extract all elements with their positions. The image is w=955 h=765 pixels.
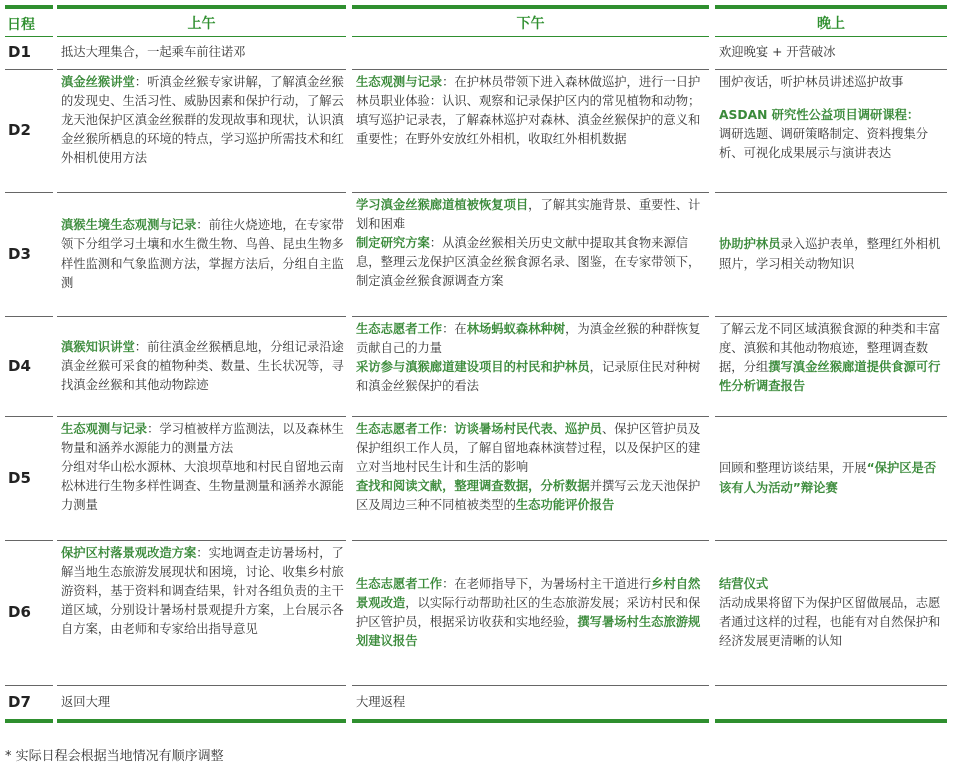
d2-morning-heading: 滇金丝猴讲堂 (61, 75, 135, 89)
d6-morning (57, 541, 346, 686)
d5-afternoon-heading2: 查找和阅读文献，整理调查数据，分析数据 (356, 479, 590, 494)
d4-afternoon-heading1b: 林场蚂蚁森林种树 (466, 322, 566, 336)
day-row-d1 (5, 37, 947, 70)
d3-afternoon-text2: ：从滇金丝猴相关历史文献中提取其食物来源信息，整理云龙保护区滇金丝猴食源名录、图鉴，在专家带领下，制定滇金丝猴食源调查方案 (356, 236, 701, 289)
d4-morning (57, 317, 346, 417)
d2-afternoon-heading: 生态观测与记录 (356, 75, 443, 89)
d4-afternoon-text1b: ，为滇金丝猴的种群恢复贡献自己的力量 (356, 322, 701, 356)
d3-morning-heading: 滇猴生境生态观测与记录 (61, 218, 197, 233)
d5-morning-text1: ：学习植被样方监测法，以及森林生物量和涵养水源能力的测量方法 (61, 422, 344, 456)
d5-afternoon-heading1: 生态志愿者工作：访谈暑场村民代表、巡护员 (356, 422, 602, 436)
day-label: D1 (5, 37, 53, 70)
d5-evening-heading: “保护区是否该有人为活动”辩论赛 (719, 461, 937, 495)
d4-afternoon-text1a: ：在 (442, 322, 467, 336)
footnote: * 实际日程会根据当地情况有顺序调整 (5, 749, 224, 764)
d5-morning-heading: 生态观测与记录 (61, 422, 148, 436)
d4-afternoon-heading2: 采访参与滇猴廊道建设项目的村民和护林员 (356, 360, 590, 375)
d6-afternoon-heading3: 撰写暑场村生态旅游规划建议报告 (356, 615, 701, 649)
d7-morning-text: 返回大理 (61, 694, 111, 709)
d4-evening-heading: 撰写滇金丝猴廊道提供食源可行性分析调查报告 (719, 360, 941, 394)
day-row-d5 (5, 417, 947, 541)
day-row-d3 (5, 193, 947, 317)
d7-afternoon-text: 大理返程 (356, 694, 406, 709)
d5-evening (715, 417, 947, 541)
day-row-d4 (5, 317, 947, 417)
d6-afternoon-heading2: 乡村自然景观改造 (356, 576, 701, 610)
d2-morning (57, 70, 346, 193)
d4-evening (715, 317, 947, 417)
d3-morning-text: ：前往火烧迹地，在专家带领下分组学习土壤和水生微生物、鸟兽、昆虫生物多样性监测和气象监测方法，掌握方法后，分组自主监测 (61, 218, 344, 290)
d5-afternoon-text2: 并撰写云龙天池保护区及周边三种不同植被类型的 (356, 479, 701, 513)
d2-afternoon (352, 70, 709, 193)
d4-morning-text: ：前往滇金丝猴栖息地，分组记录沿途滇金丝猴可采食的植物种类、数量、生长状况等，寻找滇金丝猴和其他动物踪迹 (61, 339, 344, 393)
day-label: D2 (5, 70, 53, 193)
d3-evening-heading: 协助护林员 (719, 237, 781, 252)
d4-evening-text: 了解云龙不同区域滇猴食源的种类和丰富度、滇猴和其他动物痕迹，整理调查数据，分组 (719, 322, 941, 375)
d5-evening-text: 回顾和整理访谈结果，开展 (719, 461, 867, 476)
day-row-d2 (5, 70, 947, 193)
header-evening: 晚上 (715, 5, 947, 37)
d2-morning-text: ：听滇金丝猴专家讲解，了解滇金丝猴的发现史、生活习性、威胁因素和保护行动，了解云龙天池保护区滇金丝猴群的发现故事和现状，认识滇金丝猴所栖息的环境的特点，学习巡护所需技术和红外相机使用方法 (61, 75, 344, 166)
d3-evening-text: 录入巡护表单，整理红外相机照片，学习相关动物知识 (719, 237, 941, 271)
d3-afternoon-text1: ，了解其实施背景、重要性、计划和困难 (356, 198, 701, 232)
d5-afternoon-text1: 、保护区管护员及保护组织工作人员，了解自留地森林演替过程，以及保护区的建立对当地村民生计和生活的影响 (356, 422, 701, 475)
header-row (5, 5, 947, 37)
d6-morning-text: ：实地调查走访暑场村，了解当地生态旅游发展现状和困境，讨论、收集乡村旅游资料，基于资料和调查结果，针对各组负责的主干道区域，分别设计暑场村景观提升方案，上台展示各自方案，由老师和专家给出指导意见 (61, 546, 344, 637)
header-schedule: 日程 (5, 5, 53, 37)
d6-evening-text: 活动成果将留下为保护区留做展品，志愿者通过这样的过程，也能有对自然保护和经济发展更清晰的认知 (719, 595, 941, 649)
d3-afternoon-heading1: 学习滇金丝猴廊道植被恢复项目 (356, 198, 529, 212)
d3-afternoon (352, 193, 709, 317)
d6-evening (715, 541, 947, 686)
schedule-table (5, 5, 947, 723)
day-label: D3 (5, 193, 53, 317)
d7-afternoon (352, 686, 709, 723)
day-label: D5 (5, 417, 53, 541)
d7-morning (57, 686, 346, 723)
d2-afternoon-text: ：在护林员带领下进入森林做巡护，进行一日护林员职业体验：认识、观察和记录保护区内的常见植物和动物；填写巡护记录表，了解森林巡护对森林、滇金丝猴保护的意义和重要性；在野外安放红外相机，收取红外相机数据 (356, 75, 701, 147)
d6-afternoon (352, 541, 709, 686)
d1-evening-text: 欢迎晚宴 + 开营破冰 (719, 45, 836, 60)
d3-morning (57, 193, 346, 317)
day-label: D7 (5, 686, 53, 723)
day-label: D6 (5, 541, 53, 686)
d3-evening (715, 193, 947, 317)
d5-morning (57, 417, 346, 541)
d1-morning-text: 抵达大理集合，一起乘车前往诺邓 (61, 45, 246, 60)
d5-morning-text2: 分组对华山松水源林、大浪坝草地和村民自留地云南松林进行生物多样性调查、生物量测量和涵养水源能力测量 (61, 460, 344, 513)
d4-afternoon-heading1: 生态志愿者工作 (356, 322, 443, 336)
d4-morning-heading: 滇猴知识讲堂 (61, 339, 135, 354)
d6-afternoon-heading1: 生态志愿者工作 (356, 576, 443, 591)
d2-evening-heading: ASDAN 研究性公益项目调研课程： (719, 108, 920, 123)
d1-evening (715, 37, 947, 70)
d4-afternoon (352, 317, 709, 417)
d2-evening-text2: 调研选题、调研策略制定、资料搜集分析、可视化成果展示与演讲表达 (719, 127, 929, 161)
d5-afternoon-heading3: 生态功能评价报告 (515, 498, 615, 513)
d6-afternoon-text1: ：在老师指导下，为暑场村主干道进行 (442, 576, 652, 591)
d6-afternoon-text2: ，以实际行动帮助社区的生态旅游发展；采访村民和保护区管护员，根据采访收获和实地经验， (356, 595, 701, 629)
d3-afternoon-heading2: 制定研究方案 (356, 236, 430, 251)
d1-morning (57, 37, 346, 70)
d5-afternoon (352, 417, 709, 541)
day-label: D4 (5, 317, 53, 417)
header-morning: 上午 (57, 5, 346, 37)
d6-morning-heading: 保护区村落景观改造方案 (61, 546, 197, 560)
d6-evening-heading: 结营仪式 (719, 576, 769, 591)
d4-afternoon-text2: ，记录原住民对种树和滇金丝猴保护的看法 (356, 360, 701, 394)
day-row-d6 (5, 541, 947, 686)
d2-evening (715, 70, 947, 193)
d7-evening (715, 686, 947, 723)
header-afternoon: 下午 (352, 5, 709, 37)
d2-evening-text1: 围炉夜话，听护林员讲述巡护故事 (719, 75, 904, 89)
day-row-d7 (5, 686, 947, 723)
d1-afternoon (352, 37, 709, 70)
